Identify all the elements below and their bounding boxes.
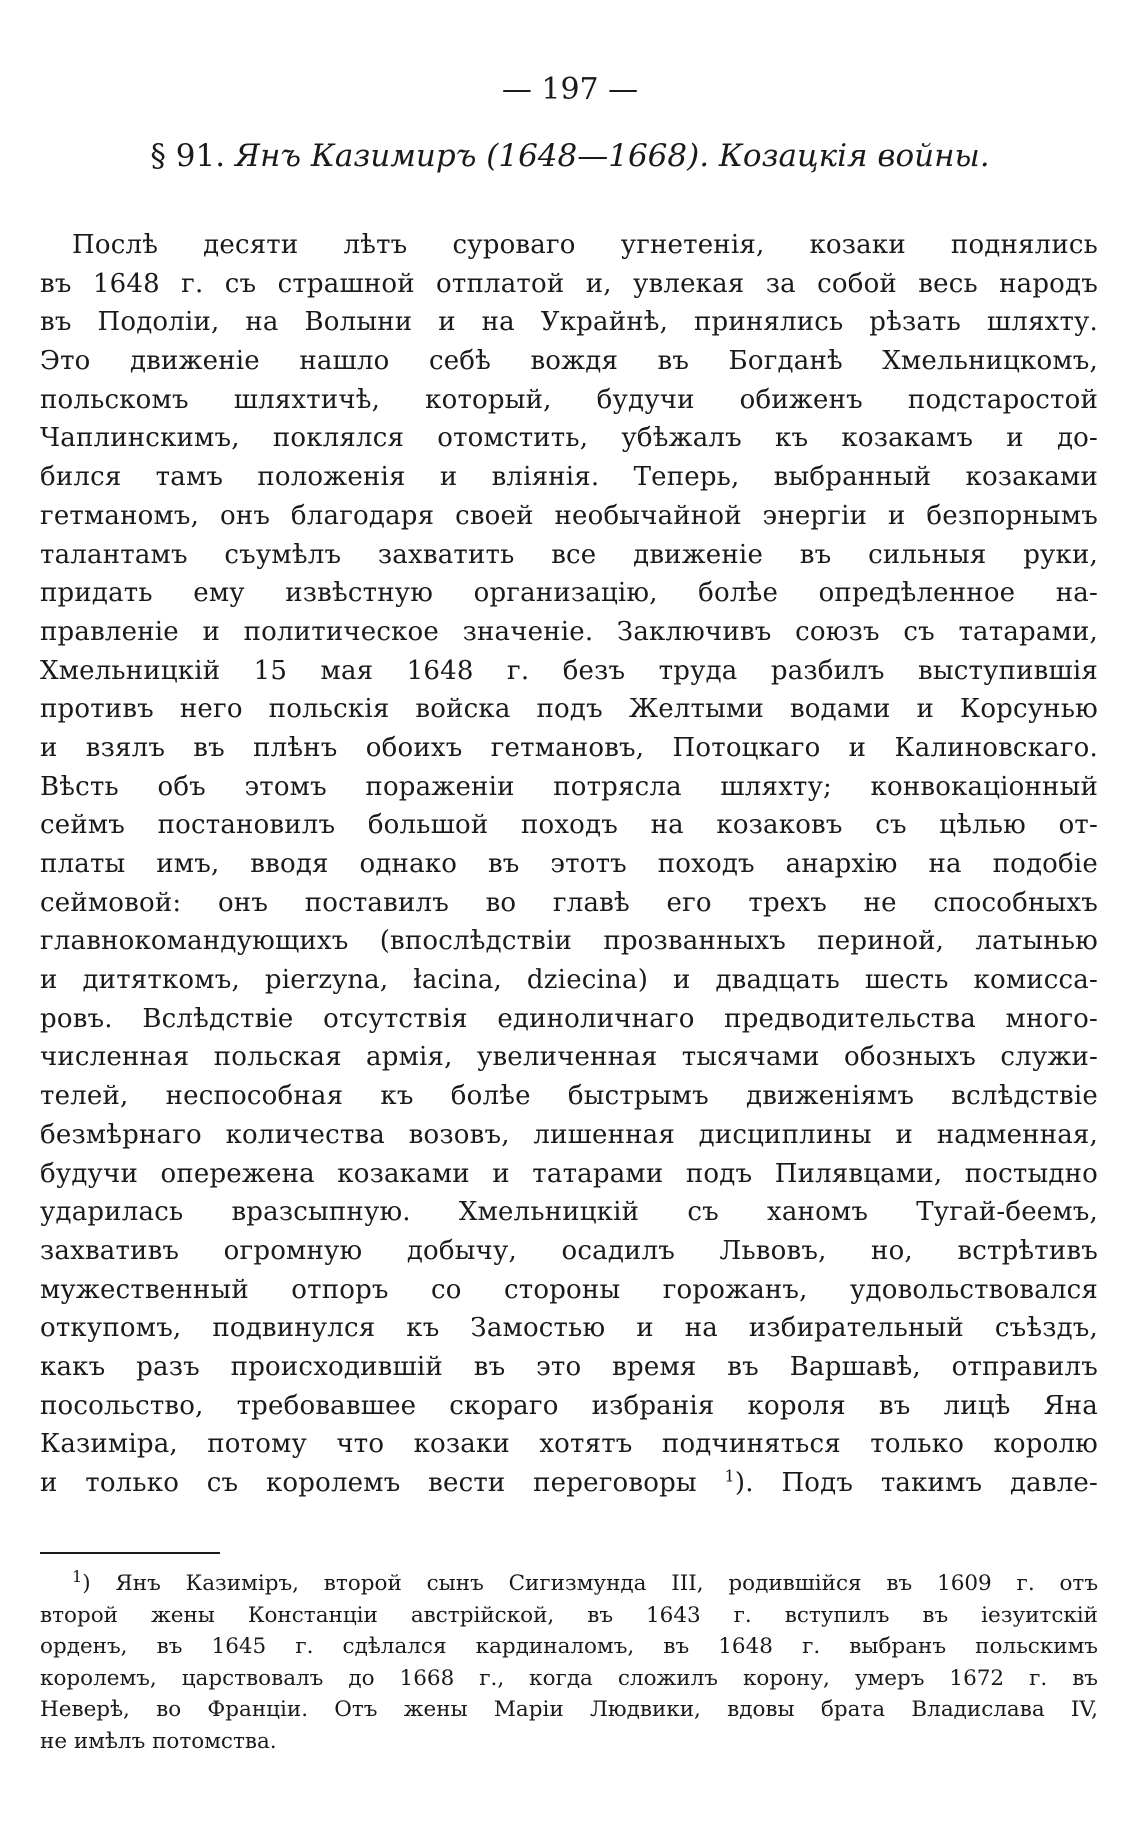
text-line: Чаплинскимъ, поклялся отомстить, убѣжалъ къ козакамъ и до- bbox=[40, 423, 1098, 454]
text-line-with-footnote-ref bbox=[40, 1464, 1098, 1503]
text-line: бился тамъ положенія и вліянія. Теперь, выбранный козаками bbox=[40, 462, 1098, 493]
text-line: придать ему извѣстную организацію, болѣе опредѣленное на- bbox=[40, 578, 1098, 609]
section-heading bbox=[0, 138, 1140, 174]
footnote-line: второй жены Констанціи австрійской, въ 1643 г. вступилъ въ іезуитскій bbox=[40, 1602, 1098, 1628]
text-line-part: и только съ королемъ вести переговоры bbox=[40, 1468, 697, 1498]
text-line: сеймъ постановилъ большой походъ на козаковъ съ цѣлью от- bbox=[40, 810, 1098, 841]
text-line: Хмельницкій 15 мая 1648 г. безъ труда разбилъ выступившія bbox=[40, 655, 1098, 686]
text-line: откупомъ, подвинулся къ Замостью и на избирательный съѣздъ, bbox=[40, 1313, 1098, 1344]
section-title: Янъ Казимиръ (1648—1668). Козацкія войны. bbox=[234, 138, 990, 174]
footnote-divider bbox=[40, 1552, 220, 1554]
text-line: безмѣрнаго количества возовъ, лишенная дисциплины и надменная, bbox=[40, 1119, 1098, 1150]
text-line: численная польская армія, увеличенная тысячами обозныхъ служи- bbox=[40, 1042, 1098, 1073]
text-line: Это движеніе нашло себѣ вождя въ Богданѣ Хмельницкомъ, bbox=[40, 346, 1098, 377]
text-line: телей, неспособная къ болѣе быстрымъ движеніямъ вслѣдствіе bbox=[40, 1081, 1098, 1112]
text-line: сеймовой: онъ поставилъ во главѣ его трехъ не способныхъ bbox=[40, 887, 1098, 918]
body-text bbox=[40, 226, 1098, 1503]
text-line: ровъ. Вслѣдствіе отсутствія единоличнаго предводительства много- bbox=[40, 1003, 1098, 1034]
text-line: гетманомъ, онъ благодаря своей необычайной энергіи и безпорнымъ bbox=[40, 500, 1098, 531]
text-line: правленіе и политическое значеніе. Заключивъ союзъ съ татарами, bbox=[40, 616, 1098, 647]
footnote-line-text: ) Янъ Казиміръ, второй сынъ Сигизмунда III, родившійся въ 1609 г. отъ bbox=[82, 1571, 1098, 1596]
text-line-part: ). Подъ такимъ давле- bbox=[734, 1468, 1098, 1498]
text-line: польскомъ шляхтичѣ, который, будучи обиженъ подстаростой bbox=[40, 384, 1098, 415]
text-line: противъ него польскія войска подъ Желтыми водами и Корсунью bbox=[40, 694, 1098, 725]
text-line: Казиміра, потому что козаки хотятъ подчиняться только королю bbox=[40, 1429, 1098, 1460]
footnote-line: не имѣлъ потомства. bbox=[40, 1728, 277, 1754]
text-line: и взялъ въ плѣнъ обоихъ гетмановъ, Потоцкаго и Калиновскаго. bbox=[40, 732, 1098, 763]
text-line: платы имъ, вводя однако въ этотъ походъ анархію на подобіе bbox=[40, 849, 1098, 879]
text-line: какъ разъ происходившій въ это время въ Варшавѣ, отправилъ bbox=[40, 1351, 1098, 1382]
section-number: § 91. bbox=[150, 138, 226, 174]
footnotes bbox=[40, 1568, 1098, 1757]
page-number: — 197 — bbox=[501, 72, 639, 107]
text-line: въ 1648 г. съ страшной отплатой и, увлекая за собой весь народъ bbox=[40, 268, 1098, 299]
footnote-line: орденъ, въ 1645 г. сдѣлался кардиналомъ, въ 1648 г. выбранъ польскимъ bbox=[40, 1634, 1098, 1659]
text-line: будучи опережена козаками и татарами подъ Пилявцами, постыдно bbox=[40, 1158, 1098, 1189]
text-line: Вѣсть объ этомъ пораженіи потрясла шляхту; конвокаціонный bbox=[40, 771, 1098, 802]
footnote-line: Неверѣ, во Франціи. Отъ жены Маріи Людвики, вдовы брата Владислава IV, bbox=[40, 1697, 1098, 1722]
footnote-line: королемъ, царствовалъ до 1668 г., когда сложилъ корону, умеръ 1672 г. въ bbox=[40, 1665, 1098, 1691]
text-line: мужественный отпоръ со стороны горожанъ, удовольствовался bbox=[40, 1274, 1098, 1305]
text-line: въ Подоліи, на Волыни и на Украйнѣ, принялись рѣзать шляхту. bbox=[40, 307, 1098, 338]
text-line: Послѣ десяти лѣтъ суроваго угнетенія, козаки поднялись bbox=[72, 230, 1098, 260]
footnote-marker: 1 bbox=[72, 1566, 83, 1586]
footnote-ref: 1 bbox=[724, 1466, 735, 1486]
text-line: посольство, требовавшее скораго избранія короля въ лицѣ Яна bbox=[40, 1390, 1098, 1421]
footnote-line bbox=[40, 1568, 1098, 1600]
text-line: главнокомандующихъ (впослѣдствіи прозванныхъ периной, латынью bbox=[40, 926, 1098, 957]
text-line: ударилась вразсыпную. Хмельницкій съ ханомъ Тугай-беемъ, bbox=[40, 1197, 1098, 1228]
text-line: и дитяткомъ, pierzyna, łacina, dziecina) и двадцать шесть комиссa- bbox=[40, 965, 1098, 996]
text-line: талантамъ съумѣлъ захватить все движеніе въ сильныя руки, bbox=[40, 539, 1098, 570]
text-line: захвативъ огромную добычу, осадилъ Львовъ, но, встрѣтивъ bbox=[40, 1235, 1098, 1266]
